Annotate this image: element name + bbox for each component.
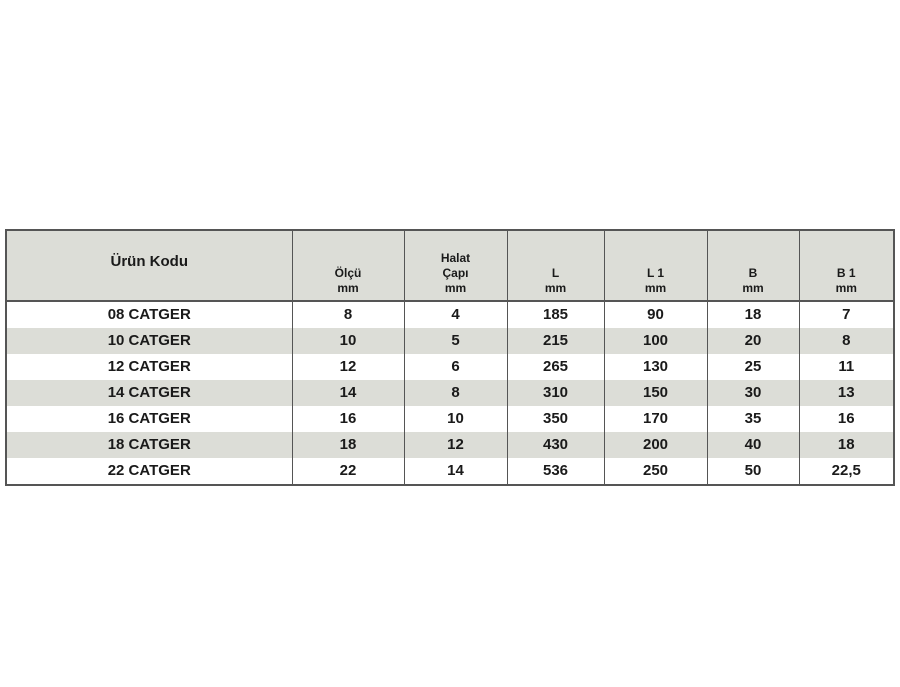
cell-l: 350 xyxy=(507,406,604,432)
cell-l: 215 xyxy=(507,328,604,354)
cell-b1: 8 xyxy=(799,328,894,354)
cell-b: 30 xyxy=(707,380,799,406)
cell-olcu: 8 xyxy=(292,301,404,328)
header-b1 xyxy=(799,230,894,301)
cell-urun-kodu: 16 CATGER xyxy=(6,406,292,432)
cell-l1: 250 xyxy=(604,458,707,485)
table-row xyxy=(6,406,894,432)
cell-l: 310 xyxy=(507,380,604,406)
header-b xyxy=(707,230,799,301)
header-l-label: L xyxy=(551,266,560,280)
header-capi-label: Çapı xyxy=(442,266,469,280)
header-l xyxy=(507,230,604,301)
cell-b: 25 xyxy=(707,354,799,380)
cell-b1: 16 xyxy=(799,406,894,432)
cell-urun-kodu: 10 CATGER xyxy=(6,328,292,354)
cell-b1: 18 xyxy=(799,432,894,458)
table-row xyxy=(6,380,894,406)
cell-olcu: 16 xyxy=(292,406,404,432)
cell-b1: 11 xyxy=(799,354,894,380)
cell-olcu: 10 xyxy=(292,328,404,354)
cell-l1: 150 xyxy=(604,380,707,406)
cell-urun-kodu: 18 CATGER xyxy=(6,432,292,458)
cell-halat-capi: 8 xyxy=(404,380,507,406)
header-urun-kodu xyxy=(6,230,292,301)
cell-halat-capi: 6 xyxy=(404,354,507,380)
cell-l: 536 xyxy=(507,458,604,485)
header-l-unit: mm xyxy=(544,281,567,295)
header-halat-label: Halat xyxy=(440,251,471,265)
cell-l: 185 xyxy=(507,301,604,328)
cell-b: 35 xyxy=(707,406,799,432)
cell-halat-capi: 10 xyxy=(404,406,507,432)
cell-l1: 100 xyxy=(604,328,707,354)
header-halat-unit: mm xyxy=(444,281,467,295)
cell-olcu: 12 xyxy=(292,354,404,380)
cell-olcu: 18 xyxy=(292,432,404,458)
product-spec-table xyxy=(5,229,895,486)
header-urun-kodu-label: Ürün Kodu xyxy=(110,253,188,270)
header-olcu xyxy=(292,230,404,301)
cell-b1: 22,5 xyxy=(799,458,894,485)
table-row xyxy=(6,328,894,354)
cell-b1: 7 xyxy=(799,301,894,328)
header-l1 xyxy=(604,230,707,301)
cell-olcu: 14 xyxy=(292,380,404,406)
cell-l1: 130 xyxy=(604,354,707,380)
table-row xyxy=(6,432,894,458)
header-b-unit: mm xyxy=(742,281,764,295)
header-halat-capi xyxy=(404,230,507,301)
table-row xyxy=(6,354,894,380)
cell-halat-capi: 12 xyxy=(404,432,507,458)
cell-b: 20 xyxy=(707,328,799,354)
header-b-label: B xyxy=(748,266,758,280)
table-row xyxy=(6,458,894,485)
cell-l: 430 xyxy=(507,432,604,458)
cell-b: 40 xyxy=(707,432,799,458)
cell-halat-capi: 5 xyxy=(404,328,507,354)
cell-b: 18 xyxy=(707,301,799,328)
header-olcu-label: Ölçü xyxy=(334,266,362,280)
cell-b: 50 xyxy=(707,458,799,485)
header-b1-label: B 1 xyxy=(836,266,856,280)
cell-urun-kodu: 14 CATGER xyxy=(6,380,292,406)
cell-l: 265 xyxy=(507,354,604,380)
cell-halat-capi: 4 xyxy=(404,301,507,328)
cell-l1: 200 xyxy=(604,432,707,458)
table-row xyxy=(6,301,894,328)
cell-urun-kodu: 22 CATGER xyxy=(6,458,292,485)
cell-olcu: 22 xyxy=(292,458,404,485)
header-olcu-unit: mm xyxy=(337,281,359,295)
cell-urun-kodu: 12 CATGER xyxy=(6,354,292,380)
header-b1-unit: mm xyxy=(835,281,857,295)
header-l1-unit: mm xyxy=(644,281,667,295)
cell-urun-kodu: 08 CATGER xyxy=(6,301,292,328)
cell-halat-capi: 14 xyxy=(404,458,507,485)
header-row xyxy=(6,230,894,301)
cell-l1: 170 xyxy=(604,406,707,432)
cell-b1: 13 xyxy=(799,380,894,406)
cell-l1: 90 xyxy=(604,301,707,328)
header-l1-label: L 1 xyxy=(646,266,665,280)
